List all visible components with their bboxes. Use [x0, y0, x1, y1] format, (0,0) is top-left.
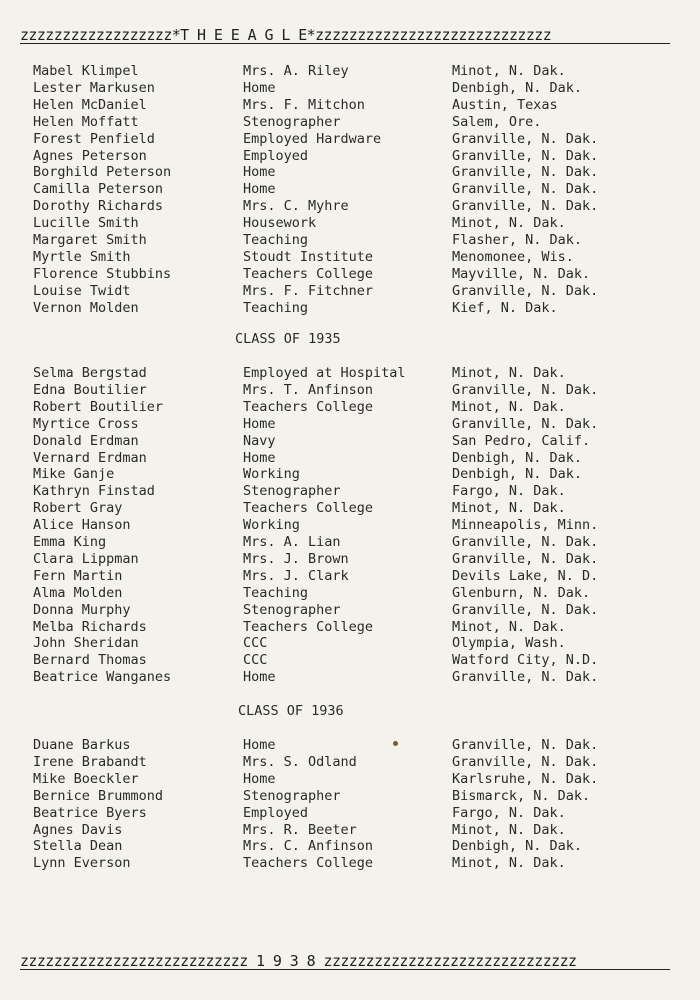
alumni-name: Louise Twidt	[33, 282, 131, 299]
alumni-status: Home	[243, 415, 276, 432]
alumni-status: Employed	[243, 147, 309, 164]
alumni-location: Granville, N. Dak.	[452, 753, 599, 770]
alumni-row	[0, 148, 700, 165]
alumni-row	[0, 534, 700, 551]
alumni-location: Devils Lake, N. D.	[452, 567, 599, 584]
footer-year: zzzzzzzzzzzzzzzzzzzzzzzzzzz 1 9 3 8 zzzzzzzzzzzzzzzzzzzzzzzzzzzzzz	[20, 952, 577, 970]
alumni-row	[0, 517, 700, 534]
alumni-location: Olympia, Wash.	[452, 635, 566, 652]
alumni-row	[0, 805, 700, 822]
ink-spot	[393, 741, 398, 746]
alumni-status: Mrs. R. Beeter	[243, 821, 357, 838]
alumni-location: Granville, N. Dak.	[452, 130, 599, 147]
alumni-status: Teachers College	[243, 855, 374, 872]
alumni-name: Agnes Peterson	[33, 147, 147, 164]
alumni-name: Fern Martin	[33, 567, 123, 584]
alumni-name: Alma Molden	[33, 584, 123, 601]
alumni-name: Stella Dean	[33, 838, 123, 855]
alumni-row	[0, 619, 700, 636]
alumni-name: Bernard Thomas	[33, 652, 147, 669]
alumni-row	[0, 215, 700, 232]
alumni-row	[0, 652, 700, 669]
alumni-row	[0, 232, 700, 249]
alumni-name: Donald Erdman	[33, 432, 139, 449]
alumni-row	[0, 399, 700, 416]
alumni-row	[0, 131, 700, 148]
alumni-name: Agnes Davis	[33, 821, 123, 838]
alumni-row	[0, 838, 700, 855]
alumni-status: Teachers College	[243, 500, 374, 517]
alumni-row	[0, 669, 700, 686]
alumni-status: Working	[243, 466, 300, 483]
alumni-row	[0, 249, 700, 266]
alumni-name: John Sheridan	[33, 635, 139, 652]
alumni-row	[0, 822, 700, 839]
alumni-status: Home	[243, 164, 276, 181]
alumni-status: Employed Hardware	[243, 130, 382, 147]
alumni-status: Stenographer	[243, 483, 341, 500]
alumni-location: Minot, N. Dak.	[452, 365, 566, 381]
alumni-row	[0, 602, 700, 619]
alumni-status: Stenographer	[243, 601, 341, 618]
alumni-row	[0, 500, 700, 517]
alumni-row	[0, 198, 700, 215]
alumni-name: Vernon Molden	[33, 299, 139, 316]
alumni-status: Home	[243, 181, 276, 198]
alumni-row	[0, 635, 700, 652]
alumni-status: Working	[243, 517, 300, 534]
alumni-location: Bismarck, N. Dak.	[452, 787, 591, 804]
alumni-status: CCC	[243, 652, 268, 669]
alumni-location: Minot, N. Dak.	[452, 821, 566, 838]
alumni-location: Granville, N. Dak.	[452, 198, 599, 215]
alumni-location: Minot, N. Dak.	[452, 398, 566, 415]
alumni-row	[0, 788, 700, 805]
alumni-location: Denbigh, N. Dak.	[452, 466, 583, 483]
alumni-location: Karlsruhe, N. Dak.	[452, 770, 599, 787]
footer-band	[20, 950, 670, 972]
alumni-location: Minot, N. Dak.	[452, 855, 566, 872]
alumni-row	[0, 382, 700, 399]
alumni-row	[0, 585, 700, 602]
alumni-row	[0, 300, 700, 317]
alumni-name: Clara Lippman	[33, 550, 139, 567]
alumni-location: Minot, N. Dak.	[452, 63, 566, 79]
header-title: zzzzzzzzzzzzzzzzzz*T H E E A G L E*zzzzzzzzzzzzzzzzzzzzzzzzzzzz	[20, 26, 552, 44]
alumni-status: Home	[243, 770, 276, 787]
alumni-name: Alice Hanson	[33, 517, 131, 534]
alumni-status: Stenographer	[243, 787, 341, 804]
alumni-row	[0, 181, 700, 198]
alumni-row	[0, 568, 700, 585]
class-heading-text: CLASS OF 1935	[235, 331, 341, 347]
alumni-status: Mrs. J. Brown	[243, 550, 349, 567]
alumni-status: CCC	[243, 635, 268, 652]
alumni-status: Home	[243, 79, 276, 96]
alumni-row	[0, 450, 700, 467]
alumni-location: Watford City, N.D.	[452, 652, 599, 669]
alumni-name: Florence Stubbins	[33, 265, 172, 282]
alumni-status: Mrs. F. Fitchner	[243, 282, 374, 299]
alumni-name: Vernard Erdman	[33, 449, 147, 466]
alumni-location: Granville, N. Dak.	[452, 550, 599, 567]
class-heading	[0, 703, 700, 720]
alumni-location: Fargo, N. Dak.	[452, 483, 566, 500]
alumni-location: Menomonee, Wis.	[452, 248, 574, 265]
alumni-name: Donna Murphy	[33, 601, 131, 618]
alumni-location: Austin, Texas	[452, 96, 558, 113]
alumni-row	[0, 283, 700, 300]
alumni-name: Bernice Brummond	[33, 787, 164, 804]
alumni-status: Employed	[243, 804, 309, 821]
alumni-row	[0, 63, 700, 80]
alumni-row	[0, 114, 700, 131]
alumni-status: Teachers College	[243, 618, 374, 635]
alumni-name: Lucille Smith	[33, 215, 139, 232]
alumni-status: Teachers College	[243, 398, 374, 415]
alumni-name: Robert Gray	[33, 500, 123, 517]
alumni-row	[0, 855, 700, 872]
alumni-name: Mabel Klimpel	[33, 63, 139, 79]
alumni-status: Stenographer	[243, 113, 341, 130]
alumni-location: Granville, N. Dak.	[452, 164, 599, 181]
alumni-row	[0, 80, 700, 97]
alumni-row	[0, 97, 700, 114]
alumni-name: Camilla Peterson	[33, 181, 164, 198]
alumni-row	[0, 164, 700, 181]
alumni-name: Irene Brabandt	[33, 753, 147, 770]
alumni-status: Home	[243, 737, 276, 753]
alumni-location: Granville, N. Dak.	[452, 669, 599, 686]
alumni-location: Granville, N. Dak.	[452, 737, 599, 753]
alumni-location: Denbigh, N. Dak.	[452, 838, 583, 855]
alumni-status: Teaching	[243, 584, 309, 601]
alumni-location: Granville, N. Dak.	[452, 147, 599, 164]
alumni-name: Robert Boutilier	[33, 398, 164, 415]
class-heading-text: CLASS OF 1936	[238, 703, 344, 719]
alumni-location: Glenburn, N. Dak.	[452, 584, 591, 601]
alumni-status: Teachers College	[243, 265, 374, 282]
alumni-location: Flasher, N. Dak.	[452, 232, 583, 248]
alumni-status: Mrs. F. Mitchon	[243, 96, 365, 113]
alumni-name: Dorothy Richards	[33, 198, 164, 215]
alumni-location: San Pedro, Calif.	[452, 432, 591, 449]
alumni-row	[0, 466, 700, 483]
alumni-location: Granville, N. Dak.	[452, 181, 599, 198]
header-band	[20, 24, 670, 46]
alumni-location: Granville, N. Dak.	[452, 534, 599, 550]
alumni-row	[0, 737, 700, 754]
alumni-row	[0, 551, 700, 568]
alumni-name: Helen McDaniel	[33, 96, 147, 113]
alumni-location: Granville, N. Dak.	[452, 381, 599, 398]
alumni-location: Minneapolis, Minn.	[452, 517, 599, 534]
alumni-status: Home	[243, 669, 276, 686]
alumni-location: Minot, N. Dak.	[452, 500, 566, 517]
alumni-name: Borghild Peterson	[33, 164, 172, 181]
alumni-status: Mrs. T. Anfinson	[243, 381, 374, 398]
alumni-name: Lynn Everson	[33, 855, 131, 872]
alumni-status: Mrs. C. Myhre	[243, 198, 349, 215]
alumni-row	[0, 483, 700, 500]
alumni-status: Mrs. A. Lian	[243, 534, 341, 550]
alumni-row	[0, 433, 700, 450]
alumni-status: Stoudt Institute	[243, 248, 374, 265]
alumni-name: Mike Boeckler	[33, 770, 139, 787]
alumni-name: Emma King	[33, 534, 107, 550]
class-heading	[0, 331, 700, 348]
alumni-location: Denbigh, N. Dak.	[452, 79, 583, 96]
alumni-name: Melba Richards	[33, 618, 147, 635]
alumni-name: Lester Markusen	[33, 79, 155, 96]
alumni-name: Myrtice Cross	[33, 415, 139, 432]
alumni-row	[0, 365, 700, 382]
alumni-status: Navy	[243, 432, 276, 449]
alumni-name: Mike Ganje	[33, 466, 115, 483]
alumni-name: Margaret Smith	[33, 232, 147, 248]
alumni-name: Helen Moffatt	[33, 113, 139, 130]
alumni-location: Kief, N. Dak.	[452, 299, 558, 316]
alumni-name: Kathryn Finstad	[33, 483, 155, 500]
alumni-row	[0, 416, 700, 433]
alumni-name: Beatrice Byers	[33, 804, 147, 821]
alumni-status: Mrs. J. Clark	[243, 567, 349, 584]
alumni-location: Salem, Ore.	[452, 113, 542, 130]
alumni-name: Beatrice Wanganes	[33, 669, 172, 686]
alumni-location: Mayville, N. Dak.	[452, 265, 591, 282]
alumni-location: Denbigh, N. Dak.	[452, 449, 583, 466]
alumni-row	[0, 754, 700, 771]
alumni-status: Housework	[243, 215, 317, 232]
alumni-location: Granville, N. Dak.	[452, 415, 599, 432]
alumni-status: Mrs. C. Anfinson	[243, 838, 374, 855]
alumni-name: Duane Barkus	[33, 737, 131, 753]
alumni-status: Employed at Hospital	[243, 365, 406, 381]
alumni-status: Mrs. A. Riley	[243, 63, 349, 79]
alumni-row	[0, 771, 700, 788]
alumni-location: Minot, N. Dak.	[452, 215, 566, 232]
alumni-location: Fargo, N. Dak.	[452, 804, 566, 821]
alumni-status: Home	[243, 449, 276, 466]
alumni-status: Teaching	[243, 232, 309, 248]
alumni-row	[0, 266, 700, 283]
alumni-location: Granville, N. Dak.	[452, 282, 599, 299]
alumni-name: Forest Penfield	[33, 130, 155, 147]
alumni-status: Mrs. S. Odland	[243, 753, 357, 770]
alumni-status: Teaching	[243, 299, 309, 316]
alumni-name: Selma Bergstad	[33, 365, 147, 381]
alumni-name: Edna Boutilier	[33, 381, 147, 398]
alumni-name: Myrtle Smith	[33, 248, 131, 265]
alumni-location: Minot, N. Dak.	[452, 618, 566, 635]
alumni-location: Granville, N. Dak.	[452, 601, 599, 618]
